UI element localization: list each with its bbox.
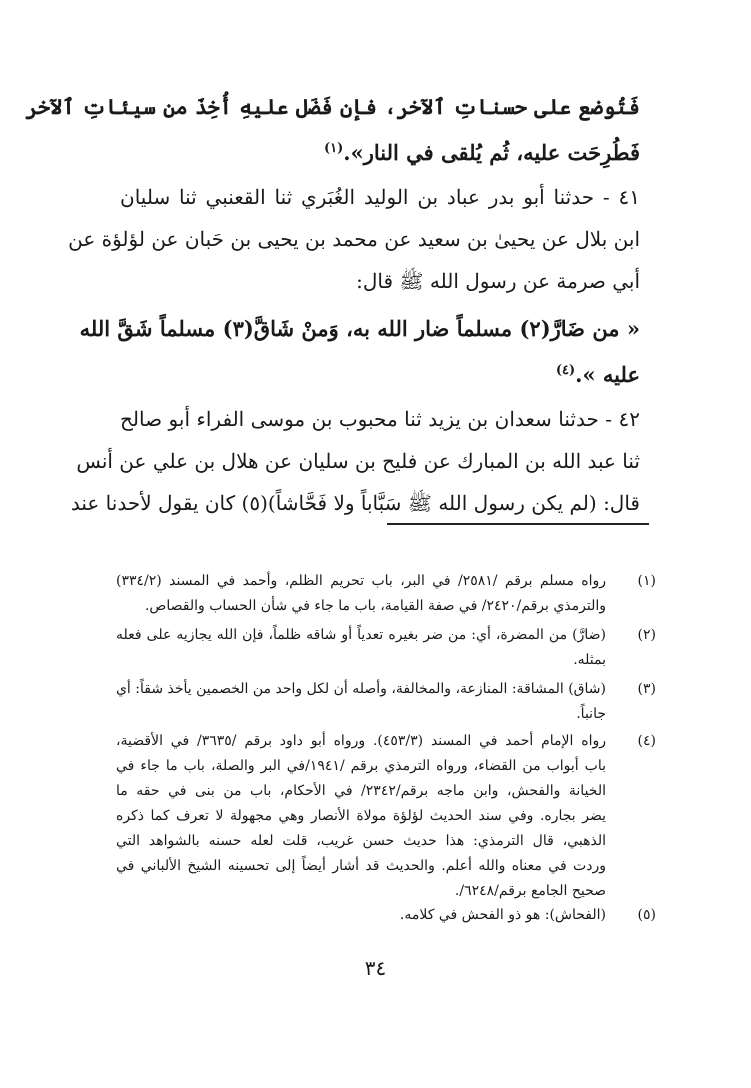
text-line-content: ٤١ - حدثنا أبو بدر عباد بن الوليد الغُبَري ثنا القعنبي ثنا سليان bbox=[120, 185, 640, 209]
footnote-3 bbox=[116, 677, 656, 727]
text-line-content: ٤٢ - حدثنا سعدان بن يزيد ثنا محبوب بن موسى الفراء أبو صالح bbox=[120, 407, 640, 431]
text-line-content: أبي صرمة عن رسول الله ﷺ قال: bbox=[356, 269, 640, 293]
footnote-number: (٤) bbox=[637, 733, 656, 749]
footnote-line: رواه الإمام أحمد في المسند (٤٥٣/٣). ورواه أبو داود برقم /٣٦٣٥/ في الأقضية، bbox=[116, 733, 606, 749]
text-line bbox=[79, 308, 640, 350]
text-line bbox=[120, 398, 640, 440]
footnote-separator bbox=[387, 523, 649, 525]
footnote-line: بمثله. bbox=[573, 652, 606, 668]
text-line bbox=[120, 176, 640, 218]
footnote-4 bbox=[116, 729, 656, 904]
text-line bbox=[120, 260, 640, 302]
text-line-content: فَطُرِحَت عليه، ثُم يُلقى في النار». bbox=[343, 140, 640, 165]
footnote-line: (الفحاش): هو ذو الفحش في كلامه. bbox=[399, 907, 606, 923]
text-line bbox=[120, 128, 640, 170]
footnote-5 bbox=[116, 903, 656, 928]
footnote-ref: (١) bbox=[324, 141, 344, 156]
footnote-ref: (٤) bbox=[555, 363, 576, 378]
footnote-line: صحيح الجامع برقم/٦٢٤٨/. bbox=[454, 883, 606, 899]
text-line-content: عليه ». bbox=[575, 362, 640, 387]
footnote-line: الخيانة والفحش، وابن ماجه برقم/٢٣٤٢/ في الأحكام، باب من بنى في حقه ما bbox=[116, 783, 606, 799]
text-line-content: ابن بلال عن يحيىٰ بن سعيد عن محمد بن يحيى بن حَبان عن لؤلؤة عن bbox=[68, 227, 640, 251]
text-line bbox=[68, 218, 640, 260]
text-line bbox=[76, 440, 640, 482]
footnote-line: جانباً. bbox=[576, 706, 606, 722]
footnote-line: الذهبي، قال الترمذي: هذا حديث حسن غريب، قلت لعله حسنه بالشواهد التي bbox=[116, 833, 606, 849]
footnote-number: (٥) bbox=[637, 907, 656, 923]
footnote-line: وردت في معناه والله أعلم. والحديث قد أشار أيضاً إلى تحسينه الشيخ الألباني في bbox=[116, 858, 606, 874]
text-line bbox=[70, 482, 640, 524]
page-number: ٣٤ bbox=[364, 956, 387, 980]
text-line bbox=[25, 86, 640, 128]
text-line-content: فَتُوضع على حسناتِ ٱلآخر، فإن فَضَل عليهِ أُخِذَ من سيئاتِ ٱلآخر bbox=[25, 94, 640, 119]
footnote-2 bbox=[116, 623, 656, 673]
footnote-line: والترمذي برقم/٢٤٢٠/ في صفة القيامة، باب ما جاء في شأن الحساب والقصاص. bbox=[144, 598, 606, 614]
footnote-number: (٣) bbox=[637, 681, 656, 697]
footnote-number: (٢) bbox=[637, 627, 656, 643]
text-line bbox=[120, 350, 640, 392]
footnote-number: (١) bbox=[637, 573, 656, 589]
main-text bbox=[25, 86, 640, 524]
footnote-1 bbox=[116, 569, 656, 619]
footnote-line: رواه مسلم برقم /٢٥٨١/ في البر، باب تحريم الظلم، وأحمد في المسند (٣٣٤/٢) bbox=[116, 573, 606, 589]
text-line-content: قال: (لم يكن رسول الله ﷺ سَبَّاباً ولا فَحَّاشاً)(٥) كان يقول لأحدنا عند bbox=[70, 491, 640, 515]
footnote-line: (ضارَّ) من المضرة، أي: من ضر بغيره تعدياً أو شاقه ظلماً، فإن الله يجازيه على فعله bbox=[116, 627, 606, 643]
footnote-line: يضر بجاره. وفي سند الحديث لؤلؤة مولاة الأنصار وهي مجهولة لا تعرف كما ذكره bbox=[116, 808, 606, 824]
footnote-line: (شاق) المشاقة: المنازعة، والمخالفة، وأصله أن لكل واحد من الخصمين يأخذ شقاً: أي bbox=[115, 681, 606, 697]
text-line-content: ثنا عبد الله بن المبارك عن فليح بن سليان عن هلال بن علي عن أنس bbox=[76, 449, 640, 473]
footnote-line: باب أبواب من القضاء، ورواه الترمذي برقم /١٩٤١/في البر والصلة، باب ما جاء في bbox=[116, 758, 607, 774]
text-line-content: « من ضَارَّ(٢) مسلماً ضار الله به، وَمنْ شَاقَّ(٣) مسلماً شَقَّ الله bbox=[79, 316, 640, 341]
